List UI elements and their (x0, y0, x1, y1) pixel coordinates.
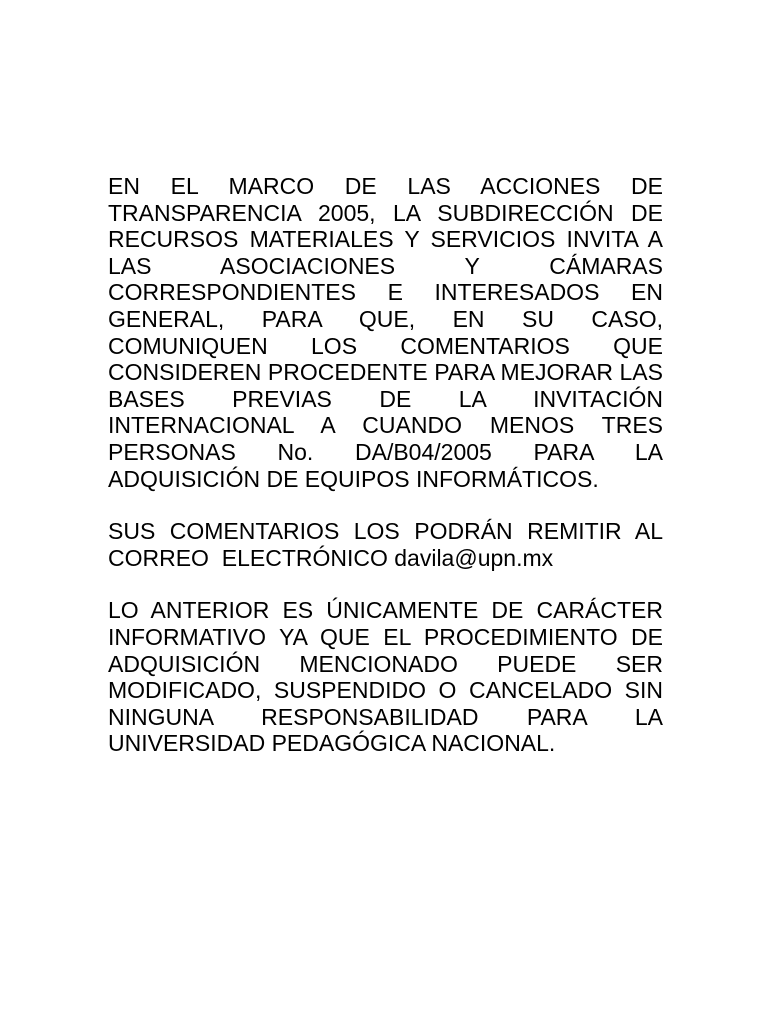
text-line: MODIFICADO, SUSPENDIDO O CANCELADO SIN (108, 677, 663, 704)
text-line: COMUNIQUEN LOS COMENTARIOS QUE (108, 332, 663, 359)
paragraph-contact (108, 518, 663, 571)
paragraph-invitation (108, 173, 663, 492)
text-line: CONSIDEREN PROCEDENTE PARA MEJORAR LAS (108, 359, 663, 386)
text-line: NINGUNA RESPONSABILIDAD PARA LA (108, 703, 663, 730)
paragraph-disclaimer (108, 597, 663, 757)
text-line: INTERNACIONAL A CUANDO MENOS TRES (108, 412, 663, 439)
text-line: EN EL MARCO DE LAS ACCIONES DE (108, 173, 663, 199)
text-line: TRANSPARENCIA 2005, LA SUBDIRECCIÓN DE (108, 199, 663, 226)
text-line: INFORMATIVO YA QUE EL PROCEDIMIENTO DE (108, 623, 663, 650)
text-line: ADQUISICIÓN DE EQUIPOS INFORMÁTICOS. (108, 465, 599, 492)
text-line: LAS ASOCIACIONES Y CÁMARAS (108, 252, 663, 279)
text-line: PERSONAS No. DA/B04/2005 PARA LA (108, 438, 663, 465)
text-line: GENERAL, PARA QUE, EN SU CASO, (108, 305, 663, 332)
text-line: UNIVERSIDAD PEDAGÓGICA NACIONAL. (108, 730, 556, 757)
text-line: BASES PREVIAS DE LA INVITACIÓN (108, 385, 663, 412)
document-body (108, 173, 663, 757)
email-line: CORREO ELECTRÓNICO davila@upn.mx (108, 544, 554, 571)
text-line: CORRESPONDIENTES E INTERESADOS EN (108, 279, 663, 306)
text-line: SUS COMENTARIOS LOS PODRÁN REMITIR AL (108, 518, 663, 545)
paragraph-spacer (108, 571, 663, 597)
text-line: RECURSOS MATERIALES Y SERVICIOS INVITA A (108, 226, 663, 253)
paragraph-spacer (108, 492, 663, 518)
text-line: LO ANTERIOR ES ÚNICAMENTE DE CARÁCTER (108, 597, 663, 624)
text-line: ADQUISICIÓN MENCIONADO PUEDE SER (108, 650, 663, 677)
